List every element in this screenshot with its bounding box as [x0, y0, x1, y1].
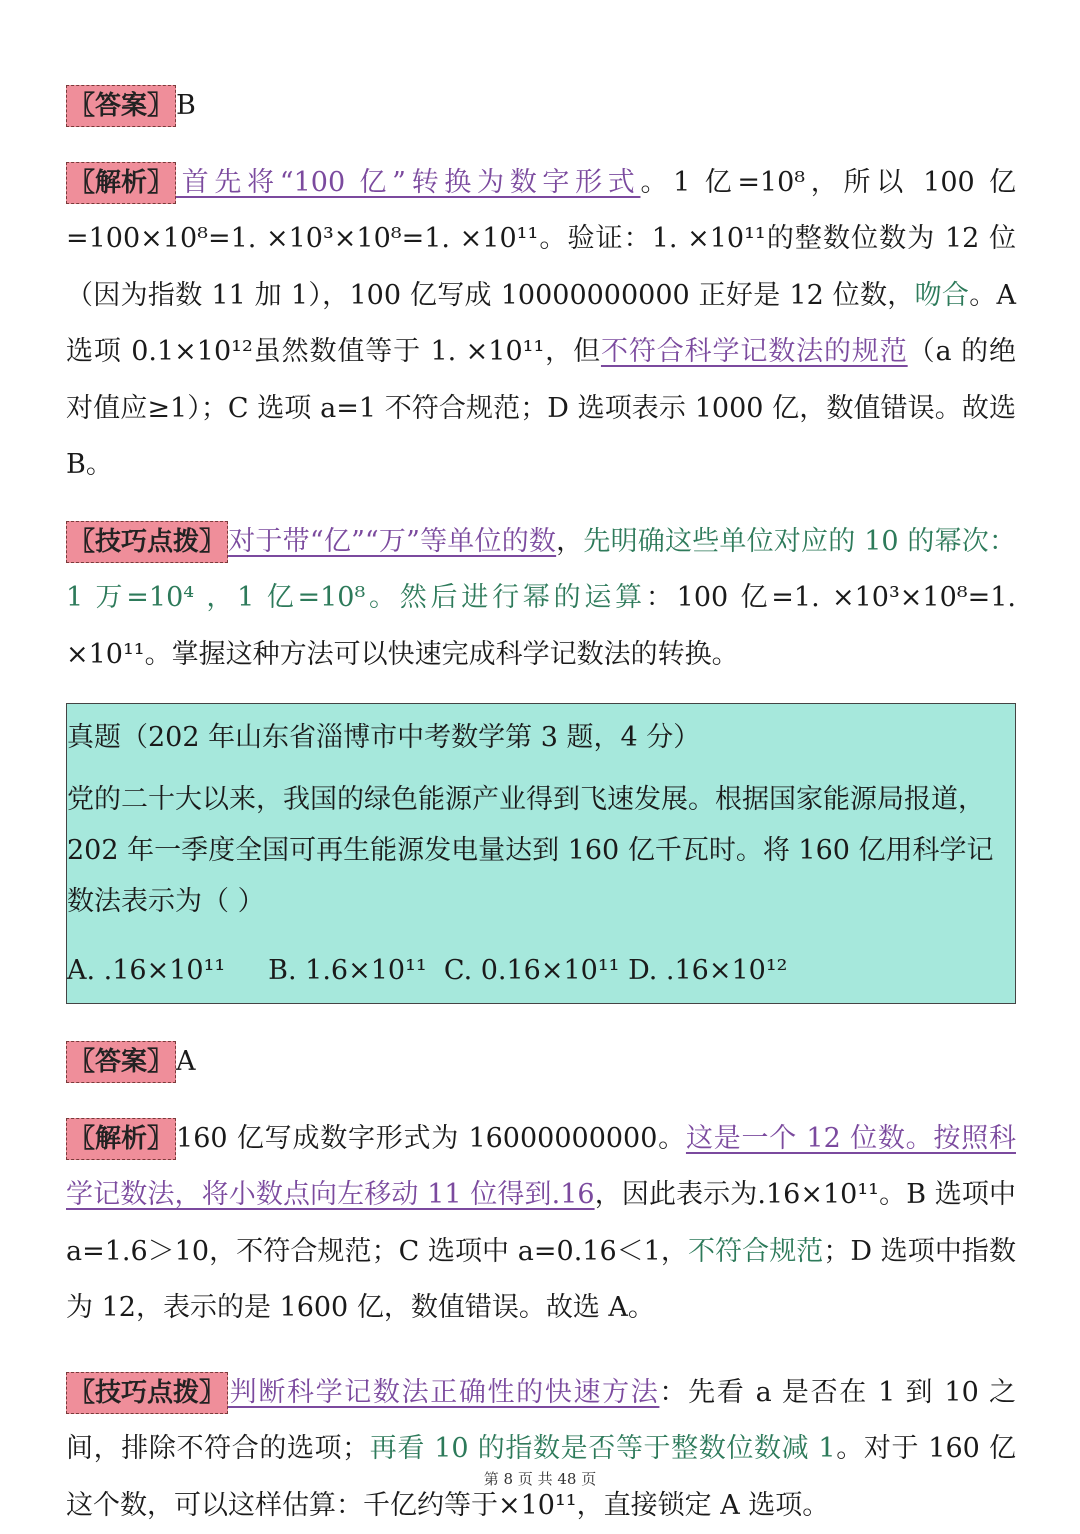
- analysis-highlight: 不符合科学记数法的规范: [601, 336, 908, 367]
- tip-highlight: 判断科学记数法正确性的快速方法: [228, 1377, 659, 1408]
- answer-tag: 〖答案〗: [66, 85, 176, 127]
- tip-green-text: 再看 10 的指数是否等于整数位数减 1: [369, 1433, 835, 1464]
- analysis-text: 。A 选项 0.1×10¹²虽然数值等于 1. ×10¹¹，但: [66, 280, 1016, 368]
- analysis-paragraph-2: [66, 1111, 1016, 1337]
- document-page: [66, 78, 1016, 1534]
- tip-text: ：先看 a 是否在 1 到 10 之间，排除不符合的选项；: [66, 1377, 1016, 1465]
- analysis-paragraph-1: [66, 155, 1016, 494]
- question-source: 真题（202 年山东省淄博市中考数学第 3 题，4 分）: [67, 712, 1015, 764]
- analysis-green-text: 吻合: [915, 280, 970, 311]
- analysis-text: 。1 亿=10⁸，所以 100 亿=100×10⁸=1. ×10³×10⁸=1. ×10¹¹。验证：1. ×10¹¹的整数位数为 12 位（因为指数 11 加 1），100 亿写成 10000000000 正好是 12 位数，: [66, 167, 1016, 311]
- analysis-tag: 〖解析〗: [66, 1118, 176, 1160]
- analysis-highlight: 这是一个 12 位数。按照科学记数法，将小数点向左移动 11 位得到.16: [66, 1123, 1016, 1211]
- tip-text: ：100 亿=1. ×10³×10⁸=1. ×10¹¹。掌握这种方法可以快速完成科学记数法的转换。: [66, 582, 1016, 670]
- question-stem: 党的二十大以来，我国的绿色能源产业得到飞速发展。根据国家能源局报道，202 年一季度全国可再生能源发电量达到 160 亿千瓦时。将 160 亿用科学记数法表示为（ ）: [67, 774, 1015, 927]
- question-box: [66, 703, 1016, 1004]
- tip-highlight: 对于带“亿”“万”等单位的数: [228, 526, 556, 557]
- answer-value: A: [176, 1046, 196, 1077]
- analysis-text: （a 的绝对值应≥1）；C 选项 a=1 不符合规范；D 选项表示 1000 亿，数值错误。故选 B。: [66, 336, 1016, 480]
- tip-green-text: 先明确这些单位对应的 10 的幂次：1 万=10⁴ ，1 亿=10⁸。然后进行幂的运算: [66, 526, 1016, 614]
- page-footer: 第 8 页 共 48 页: [0, 1468, 1080, 1489]
- analysis-green-text: 不符合规范: [688, 1236, 823, 1267]
- analysis-text: 160 亿写成数字形式为 16000000000。: [176, 1123, 686, 1154]
- analysis-highlight: 首先将“100 亿”转换为数字形式: [176, 167, 640, 198]
- answer-tag: 〖答案〗: [66, 1041, 176, 1083]
- tip-paragraph-2: [66, 1365, 1016, 1534]
- answer-paragraph-2: [66, 1034, 1016, 1091]
- question-options: A. .16×10¹¹ B. 1.6×10¹¹ C. 0.16×10¹¹ D. .16×10¹²: [67, 945, 1015, 997]
- tip-text: ，: [556, 526, 583, 557]
- answer-paragraph-1: [66, 78, 1016, 135]
- answer-value: B: [176, 90, 196, 121]
- analysis-tag: 〖解析〗: [66, 162, 176, 204]
- analysis-text: ，因此表示为.16×10¹¹。B 选项中 a=1.6＞10，不符合规范；C 选项中 a=0.16＜1，: [66, 1179, 1016, 1267]
- tip-paragraph-1: [66, 514, 1016, 684]
- tip-tag: 〖技巧点拨〗: [66, 521, 228, 563]
- tip-tag: 〖技巧点拨〗: [66, 1372, 228, 1414]
- analysis-text: ；D 选项中指数为 12，表示的是 1600 亿，数值错误。故选 A。: [66, 1236, 1016, 1324]
- tip-text: 。对于 160 亿这个数，可以这样估算：千亿约等于×10¹¹，直接锁定 A 选项。: [66, 1433, 1016, 1521]
